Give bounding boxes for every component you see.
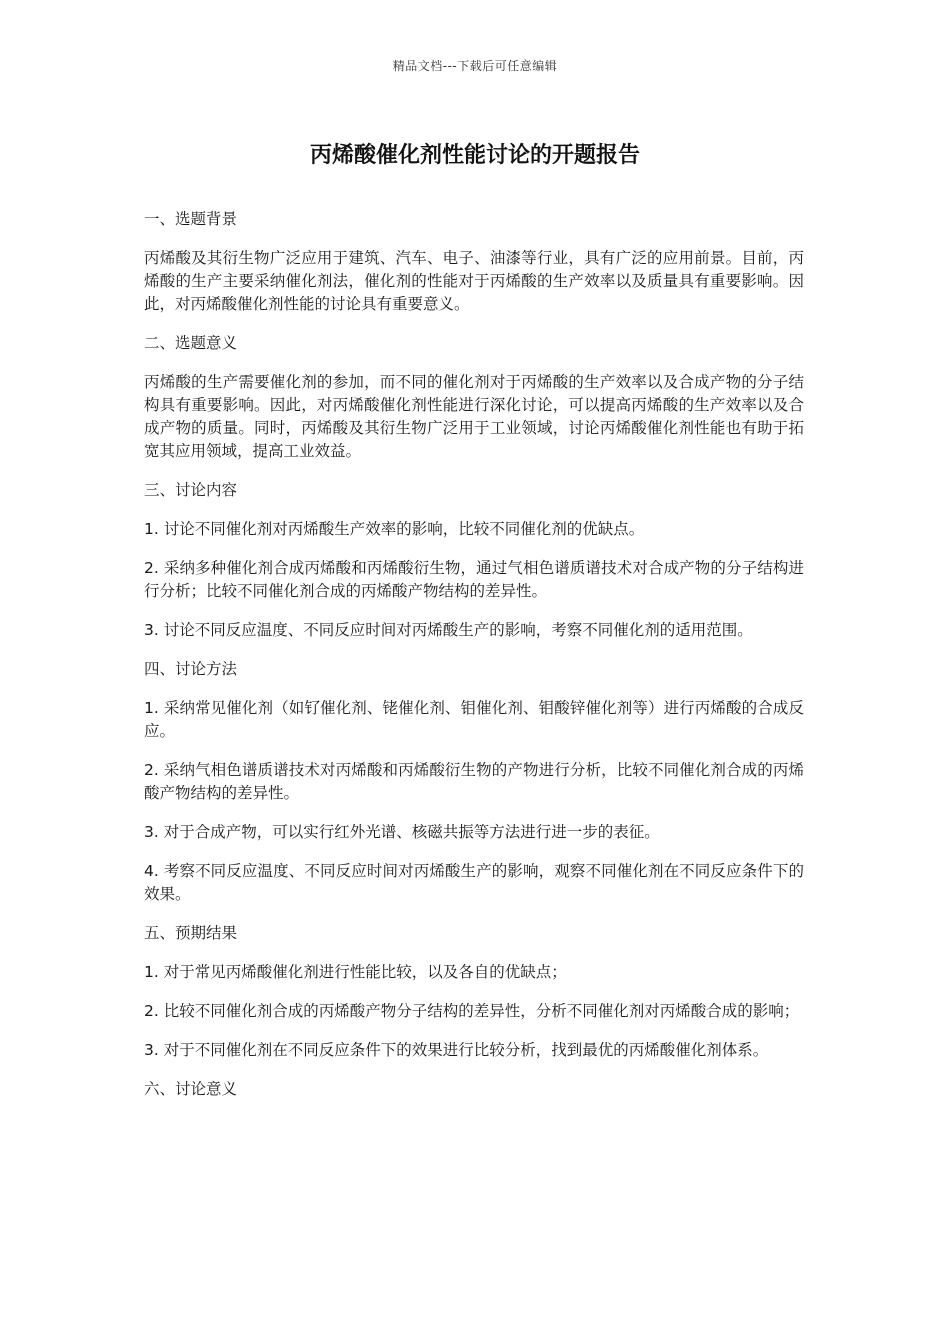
list-item: 3. 对于合成产物，可以实行红外光谱、核磁共振等方法进行进一步的表征。 bbox=[144, 823, 660, 841]
list-item: 2. 采纳多种催化剂合成丙烯酸和丙烯酸衍生物，通过气相色谱质谱技术对合成产物的分子结构进行分析；比较不同催化剂合成的丙烯酸产物结构的差异性。 bbox=[144, 559, 804, 600]
list-item: 2. 采纳气相色谱质谱技术对丙烯酸和丙烯酸衍生物的产物进行分析，比较不同催化剂合成的丙烯酸产物结构的差异性。 bbox=[144, 761, 804, 802]
section-heading: 四、讨论方法 bbox=[144, 660, 238, 678]
section-research-methods bbox=[144, 658, 804, 906]
document-title: 丙烯酸催化剂性能讨论的开题报告 bbox=[309, 143, 640, 168]
list-item: 2. 比较不同催化剂合成的丙烯酸产物分子结构的差异性，分析不同催化剂对丙烯酸合成的影响； bbox=[144, 1002, 800, 1020]
list-item: 3. 对于不同催化剂在不同反应条件下的效果进行比较分析，找到最优的丙烯酸催化剂体系。 bbox=[144, 1041, 769, 1059]
section-expected-results bbox=[144, 922, 804, 1062]
section-heading: 一、选题背景 bbox=[144, 210, 238, 228]
section-research-meaning bbox=[144, 1078, 804, 1101]
list-item: 1. 讨论不同催化剂对丙烯酸生产效率的影响，比较不同催化剂的优缺点。 bbox=[144, 520, 645, 538]
section-heading: 五、预期结果 bbox=[144, 924, 238, 942]
document-body bbox=[144, 208, 804, 1117]
list-item: 1. 采纳常见催化剂（如钌催化剂、铑催化剂、钼催化剂、钼酸锌催化剂等）进行丙烯酸的合成反应。 bbox=[144, 699, 804, 740]
section-research-content bbox=[144, 479, 804, 642]
section-significance bbox=[144, 332, 804, 463]
page-header: 精品文档---下载后可任意编辑 bbox=[392, 59, 558, 73]
section-background bbox=[144, 208, 804, 316]
list-item: 4. 考察不同反应温度、不同反应时间对丙烯酸生产的影响，观察不同催化剂在不同反应条件下的效果。 bbox=[144, 862, 804, 903]
list-item: 3. 讨论不同反应温度、不同反应时间对丙烯酸生产的影响，考察不同催化剂的适用范围。 bbox=[144, 621, 753, 639]
paragraph: 丙烯酸及其衍生物广泛应用于建筑、汽车、电子、油漆等行业，具有广泛的应用前景。目前，丙烯酸的生产主要采纳催化剂法，催化剂的性能对于丙烯酸的生产效率以及质量具有重要影响。因此，对丙烯酸催化剂性能的讨论具有重要意义。 bbox=[144, 249, 804, 313]
section-heading: 三、讨论内容 bbox=[144, 481, 238, 499]
list-item: 1. 对于常见丙烯酸催化剂进行性能比较，以及各自的优缺点； bbox=[144, 963, 567, 981]
section-heading: 六、讨论意义 bbox=[144, 1080, 238, 1098]
section-heading: 二、选题意义 bbox=[144, 334, 238, 352]
paragraph: 丙烯酸的生产需要催化剂的参加，而不同的催化剂对于丙烯酸的生产效率以及合成产物的分子结构具有重要影响。因此，对丙烯酸催化剂性能进行深化讨论，可以提高丙烯酸的生产效率以及合成产物的质量。同时，丙烯酸及其衍生物广泛用于工业领域，讨论丙烯酸催化剂性能也有助于拓宽其应用领域，提高工业效益。 bbox=[144, 373, 804, 460]
